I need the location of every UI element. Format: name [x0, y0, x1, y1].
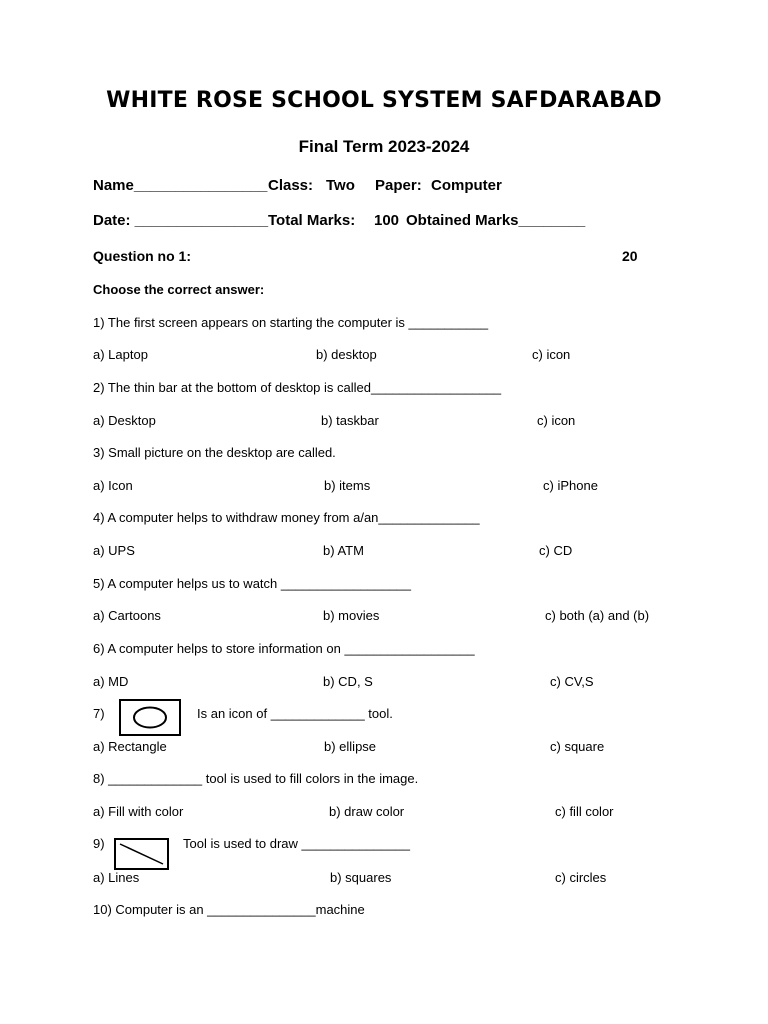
- total-marks-value: 100: [374, 212, 400, 229]
- question-7-number: 7): [93, 706, 105, 721]
- question-2: 2) The thin bar at the bottom of desktop is called__________________: [93, 380, 502, 395]
- exam-term: Final Term 2023-2024: [298, 137, 470, 156]
- class-value: Two: [326, 177, 355, 194]
- question-marks: 20: [622, 248, 638, 264]
- q5-option-b: b) movies: [323, 608, 380, 623]
- q3-option-a: a) Icon: [93, 478, 133, 493]
- q2-option-b: b) taskbar: [321, 413, 379, 428]
- q7-option-b: b) ellipse: [324, 739, 377, 754]
- q3-option-b: b) items: [324, 478, 371, 493]
- q4-option-a: a) UPS: [93, 543, 135, 558]
- q1-option-a: a) Laptop: [93, 347, 148, 362]
- ellipse-tool-icon: [119, 699, 181, 736]
- q1-option-c: c) icon: [532, 347, 571, 362]
- q5-option-a: a) Cartoons: [93, 608, 161, 623]
- question-5: 5) A computer helps us to watch __________________: [93, 576, 412, 591]
- line-tool-icon: [114, 838, 169, 870]
- total-marks-label: Total Marks:: [268, 212, 356, 229]
- q4-option-c: c) CD: [539, 543, 573, 558]
- question-7: Is an icon of _____________ tool.: [197, 706, 393, 721]
- question-4: 4) A computer helps to withdraw money from a/an______________: [93, 510, 480, 525]
- question-9-number: 9): [93, 836, 105, 851]
- q8-option-b: b) draw color: [329, 804, 405, 819]
- question-title: Question no 1:: [93, 248, 191, 264]
- q2-option-c: c) icon: [537, 413, 576, 428]
- question-1: 1) The first screen appears on starting the computer is ___________: [93, 315, 489, 330]
- paper-label: Paper:: [375, 177, 422, 194]
- class-label: Class:: [268, 177, 314, 194]
- q8-option-a: a) Fill with color: [93, 804, 184, 819]
- q9-option-c: c) circles: [555, 870, 607, 885]
- obtained-marks-field: Obtained Marks________: [406, 212, 586, 229]
- question-8: 8) _____________ tool is used to fill colors in the image.: [93, 771, 419, 786]
- school-name: WHITE ROSE SCHOOL SYSTEM SAFDARABAD: [106, 88, 662, 113]
- q2-option-a: a) Desktop: [93, 413, 156, 428]
- q6-option-b: b) CD, S: [323, 674, 373, 689]
- paper-value: Computer: [431, 177, 502, 194]
- q7-option-a: a) Rectangle: [93, 739, 167, 754]
- question-6: 6) A computer helps to store information on __________________: [93, 641, 475, 656]
- name-field: Name________________: [93, 177, 268, 194]
- q6-option-c: c) CV,S: [550, 674, 594, 689]
- date-field: Date: ________________: [93, 212, 269, 229]
- q4-option-b: b) ATM: [323, 543, 364, 558]
- question-3: 3) Small picture on the desktop are called.: [93, 445, 336, 460]
- q6-option-a: a) MD: [93, 674, 129, 689]
- q8-option-c: c) fill color: [555, 804, 614, 819]
- question-10: 10) Computer is an _______________machine: [93, 902, 365, 917]
- question-9: Tool is used to draw _______________: [183, 836, 410, 851]
- q7-option-c: c) square: [550, 739, 605, 754]
- q5-option-c: c) both (a) and (b): [545, 608, 650, 623]
- q1-option-b: b) desktop: [316, 347, 377, 362]
- q9-option-b: b) squares: [330, 870, 392, 885]
- q9-option-a: a) Lines: [93, 870, 140, 885]
- q3-option-c: c) iPhone: [543, 478, 598, 493]
- instruction: Choose the correct answer:: [93, 282, 265, 297]
